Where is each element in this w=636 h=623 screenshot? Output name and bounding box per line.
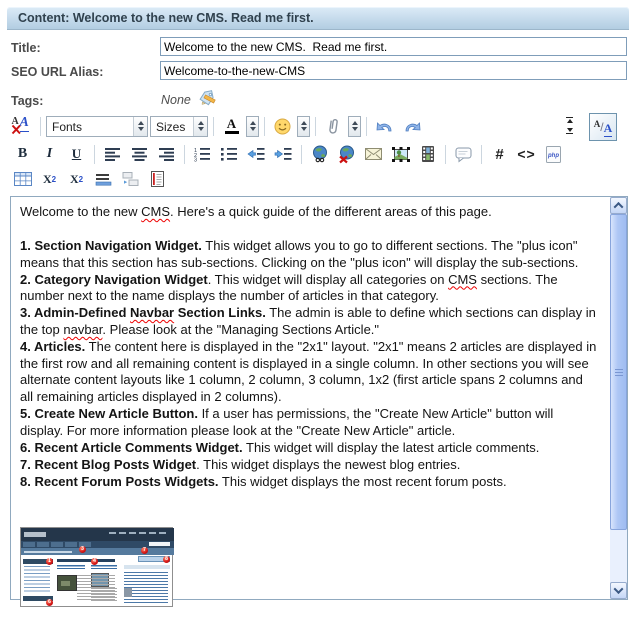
insert-link-button[interactable] (307, 143, 332, 166)
mode-big-a: A (603, 121, 613, 135)
editor-toolbar-row-1 (10, 113, 424, 139)
seo-url-alias-label: SEO URL Alias: (11, 65, 104, 79)
align-center-icon (132, 148, 148, 161)
horizontal-rule-icon (96, 173, 112, 186)
svg-text:2: 2 (194, 153, 198, 159)
chevron-up-icon (614, 202, 624, 212)
bold-button[interactable]: B (10, 143, 35, 166)
svg-text:1: 1 (194, 148, 198, 154)
outdent-icon (248, 147, 265, 161)
quote-button[interactable] (451, 143, 476, 166)
indent-icon (275, 147, 292, 161)
align-right-button[interactable] (154, 143, 179, 166)
toggle-editor-mode-button[interactable] (589, 113, 617, 141)
underline-button[interactable]: U (64, 143, 89, 166)
smilies-spinner[interactable] (297, 116, 310, 137)
unlink-button[interactable] (334, 143, 359, 166)
font-size-spinner[interactable] (193, 117, 207, 136)
film-icon (422, 146, 434, 162)
preview-sidebar-links (24, 566, 50, 594)
editor-paragraph: 2. Category Navigation Widget. This widget will display all categories on CMS sections. The number next to the name displays the number of articles in that category. (20, 271, 558, 304)
font-family-spinner[interactable] (133, 117, 147, 136)
php-icon (545, 146, 562, 163)
annotation-marker: 8 (163, 556, 170, 563)
editor-paragraph: 5. Create New Article Button. If a user has permissions, the "Create New Article" button will display. For more information please look at the "Create New Article" article. (20, 405, 554, 438)
remove-format-button[interactable] (10, 115, 35, 138)
editor-paragraph: 1. Section Navigation Widget. This widget allows you to go to different sections. The "plus icon" means that this section has sub-sections. Clicking on the "plus icon" will display the sub-sections. (20, 238, 579, 270)
font-family-dropdown[interactable] (46, 116, 148, 137)
undo-icon (375, 119, 395, 134)
preview-subnav-text (24, 551, 72, 553)
editor-paragraph: 4. Articles. The content here is displayed in the "2x1" layout. "2x1" means 2 articles are displayed in the first row and all remaining content is displayed in a single column. In other sections you will see alternate content layouts like 1 column, 2 column, 3 column, 1x2 (first article spans 2 columns and all remaining articles displayed in 2 columns). (20, 338, 597, 405)
mode-small-a: A (593, 119, 601, 129)
preview-article-text-2 (91, 588, 117, 601)
editor-scrollbar[interactable] (610, 197, 627, 599)
align-right-icon (159, 148, 175, 161)
undo-button[interactable] (372, 115, 397, 138)
editor-paragraph: Welcome to the new CMS. Here's a quick guide of the different areas of this page. (20, 204, 492, 219)
redo-button[interactable] (399, 115, 424, 138)
email-link-button[interactable] (361, 143, 386, 166)
svg-text:3: 3 (194, 157, 198, 164)
php-code-button[interactable] (541, 143, 566, 166)
editor-paragraph: 6. Recent Article Comments Widget. This widget will display the latest article comments. (20, 439, 540, 455)
envelope-icon (365, 148, 382, 160)
annotation-marker: 6 (46, 599, 53, 606)
seo-url-alias-input[interactable] (160, 61, 627, 80)
insert-image-button[interactable] (388, 143, 413, 166)
toolbar-separator (315, 117, 316, 136)
mode-slash: / (600, 120, 604, 134)
table-icon (14, 172, 32, 186)
title-label: Title: (11, 41, 41, 55)
editor-paragraph: 8. Recent Forum Posts Widgets. This widget displays the most recent forum posts. (20, 473, 507, 489)
preview-article-image-1 (57, 575, 77, 591)
ordered-list-icon (194, 147, 211, 164)
read-more-document-icon (151, 171, 164, 187)
svg-text:php: php (548, 152, 559, 159)
preview-tab (23, 542, 35, 547)
redo-icon (402, 119, 422, 134)
preview-search-box (149, 542, 170, 546)
preview-tab (65, 542, 77, 547)
font-color-button[interactable] (219, 115, 244, 138)
insert-video-button[interactable] (415, 143, 440, 166)
unordered-list-icon (221, 147, 238, 161)
annotation-marker: 4 (91, 558, 98, 565)
editor-body (10, 196, 628, 605)
scrollbar-thumb[interactable] (610, 214, 627, 530)
editor-shrink-button[interactable] (566, 117, 573, 123)
editor-text[interactable] (11, 197, 604, 491)
font-color-spinner[interactable] (246, 116, 259, 137)
align-center-button[interactable] (127, 143, 152, 166)
editor-paragraph: 7. Recent Blog Posts Widget. This widget displays the newest blog entries. (20, 456, 461, 472)
toolbar-separator (481, 145, 482, 164)
editor-toolbar-row-3 (10, 167, 170, 191)
code-hash-button[interactable]: # (487, 143, 512, 166)
unordered-list-button[interactable] (217, 143, 242, 166)
font-size-value: Sizes (156, 119, 186, 134)
preview-widget-header (124, 565, 170, 569)
editor-paragraph: 3. Admin-Defined Navbar Section Links. The admin is able to define which sections can display in the top navbar. Please look at the "Managing Sections Article." (20, 305, 596, 337)
toolbar-separator (445, 145, 446, 164)
scrollbar-grip (615, 369, 623, 377)
preview-tab (51, 542, 63, 547)
page-break-icon (122, 172, 139, 186)
paperclip-icon (325, 116, 342, 136)
preview-top-links (109, 532, 169, 534)
font-size-dropdown[interactable] (150, 116, 208, 137)
toolbar-separator (213, 117, 214, 136)
html-code-button[interactable]: <> (514, 143, 539, 166)
font-family-value: Fonts (52, 119, 83, 134)
indent-button[interactable] (271, 143, 296, 166)
edit-tags-icon[interactable] (197, 90, 217, 107)
toolbar-separator (301, 145, 302, 164)
unlink-globe-icon (338, 145, 356, 163)
tags-label: Tags: (11, 94, 44, 108)
quote-bubble-icon (455, 147, 473, 162)
italic-button[interactable]: I (37, 143, 62, 166)
outdent-button[interactable] (244, 143, 269, 166)
align-left-button[interactable] (100, 143, 125, 166)
horizontal-rule-button[interactable] (91, 168, 116, 191)
editor-resize-control (566, 117, 573, 134)
font-color-icon: A (225, 118, 239, 134)
link-globe-icon (311, 145, 329, 163)
attachment-button[interactable] (321, 115, 346, 138)
editor-grow-button[interactable] (566, 128, 573, 134)
toolbar-separator (40, 117, 41, 136)
read-more-button[interactable] (145, 168, 170, 191)
scroll-up-button[interactable] (610, 197, 627, 214)
preview-logo (24, 532, 46, 537)
smiley-icon (274, 118, 291, 135)
page-break-button[interactable] (118, 168, 143, 191)
editor-toolbar-row-2 (10, 142, 566, 166)
title-input[interactable] (160, 37, 627, 56)
align-left-icon (105, 148, 121, 161)
image-icon (392, 147, 410, 162)
page-title: Content: Welcome to the new CMS. Read me first. (7, 7, 629, 30)
preview-article-headline-1 (57, 565, 85, 569)
tags-value: None (161, 93, 191, 107)
subscript-button[interactable]: X 2 (37, 168, 62, 191)
preview-widget-thumb (124, 588, 132, 597)
insert-table-button[interactable] (10, 168, 35, 191)
toolbar-separator (94, 145, 95, 164)
smilies-button[interactable] (270, 115, 295, 138)
toolbar-separator (184, 145, 185, 164)
ordered-list-button[interactable] (190, 143, 215, 166)
chevron-down-icon (614, 584, 624, 594)
remove-format-icon: A A (11, 115, 35, 138)
scroll-down-button[interactable] (610, 582, 627, 599)
annotation-marker: 7 (141, 547, 148, 554)
toolbar-separator (366, 117, 367, 136)
preview-tab (37, 542, 49, 547)
attachment-spinner[interactable] (348, 116, 361, 137)
toolbar-separator (264, 117, 265, 136)
preview-section-title (57, 559, 115, 562)
annotation-marker: 1 (46, 558, 53, 565)
annotation-marker: 3 (79, 546, 86, 553)
superscript-button[interactable]: X 2 (64, 168, 89, 191)
preview-article-headline-2 (91, 565, 117, 569)
editor-paragraph (20, 221, 598, 238)
content-preview-image[interactable] (20, 527, 173, 607)
